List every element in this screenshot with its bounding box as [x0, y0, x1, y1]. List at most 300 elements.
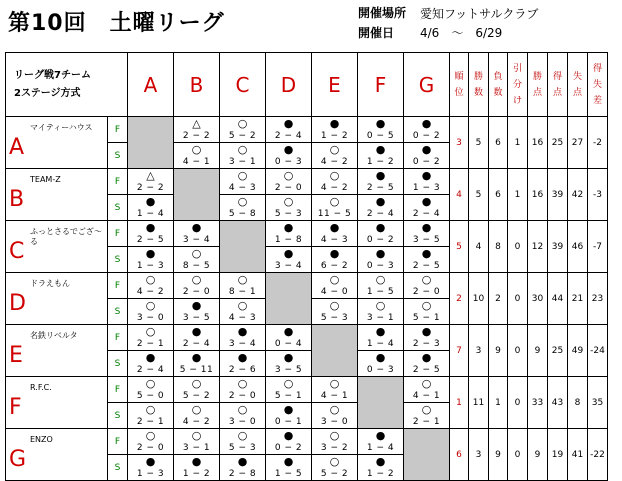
match-score: 4 − 2 — [182, 417, 211, 427]
match-score: 1 − 5 — [366, 287, 395, 297]
match-score: 3 − 4 — [228, 339, 257, 349]
match-score: 1 − 2 — [366, 157, 395, 167]
team-letter: D — [9, 291, 26, 316]
match-result-cell — [404, 299, 450, 325]
stat-goal-diff: -22 — [588, 429, 608, 481]
stat-wins: 10 — [469, 273, 489, 325]
stage-label: F — [108, 169, 128, 195]
win-circle-icon: ○ — [329, 429, 340, 442]
match-score: 2 − 2 — [136, 183, 165, 193]
match-result-cell — [312, 429, 358, 455]
match-result-cell — [220, 299, 266, 325]
team-cell — [6, 325, 108, 377]
match-score: 4 − 3 — [228, 313, 257, 323]
match-score: 5 − 2 — [228, 131, 257, 141]
stat-wins: 11 — [469, 377, 489, 429]
match-result-cell — [404, 273, 450, 299]
match-score: 3 − 5 — [182, 313, 211, 323]
stage-label: S — [108, 247, 128, 273]
match-result-cell — [358, 325, 404, 351]
stat-rank: 6 — [450, 429, 469, 481]
match-result-cell — [358, 455, 404, 481]
match-score: 4 − 1 — [182, 157, 211, 167]
team-name: ENZO — [30, 435, 53, 444]
stat-rank: 1 — [450, 377, 469, 429]
loss-dot-icon: ● — [329, 221, 340, 234]
win-circle-icon: ○ — [145, 273, 156, 286]
win-circle-icon: ○ — [329, 169, 340, 182]
stage-label: S — [108, 143, 128, 169]
match-score: 3 − 0 — [228, 417, 257, 427]
stage-label: F — [108, 429, 128, 455]
match-score: 5 − 3 — [274, 209, 303, 219]
match-score: 2 − 2 — [182, 131, 211, 141]
win-circle-icon: ○ — [237, 403, 248, 416]
match-score: 2 − 4 — [412, 209, 441, 219]
column-header: C — [220, 53, 266, 117]
match-result-cell — [266, 247, 312, 273]
loss-dot-icon: ● — [421, 325, 432, 338]
match-result-cell — [266, 351, 312, 377]
match-score: 2 − 1 — [136, 417, 165, 427]
league-format: リーグ戦7チーム 2ステージ方式 — [6, 53, 128, 117]
match-score: 5 − 8 — [228, 209, 257, 219]
self-match-cell — [404, 429, 450, 481]
match-score: 1 − 4 — [366, 339, 395, 349]
stat-header-goals-against: 失 点 — [568, 53, 588, 117]
match-score: 1 − 5 — [274, 469, 303, 479]
win-circle-icon: ○ — [283, 195, 294, 208]
win-circle-icon: ○ — [329, 455, 340, 468]
team-row-f-f — [6, 377, 608, 403]
date-label: 開催日 — [358, 26, 395, 40]
match-result-cell — [358, 143, 404, 169]
stat-goal-diff: -2 — [588, 117, 608, 169]
match-result-cell — [128, 273, 174, 299]
match-score: 4 − 1 — [320, 391, 349, 401]
match-score: 3 − 1 — [366, 313, 395, 323]
match-result-cell — [404, 351, 450, 377]
stage-label: S — [108, 195, 128, 221]
match-result-cell — [404, 377, 450, 403]
match-score: 5 − 1 — [412, 313, 441, 323]
loss-dot-icon: ● — [283, 117, 294, 130]
loss-dot-icon: ● — [283, 143, 294, 156]
loss-dot-icon: ● — [237, 351, 248, 364]
match-result-cell — [128, 429, 174, 455]
match-score: 5 − 11 — [179, 365, 214, 375]
match-result-cell — [358, 247, 404, 273]
match-score: 0 − 4 — [274, 339, 303, 349]
loss-dot-icon: ● — [375, 169, 386, 182]
column-header: G — [404, 53, 450, 117]
column-header: E — [312, 53, 358, 117]
match-result-cell — [174, 351, 220, 377]
team-row-d-f — [6, 273, 608, 299]
stat-wins: 4 — [469, 221, 489, 273]
win-circle-icon: ○ — [145, 299, 156, 312]
match-result-cell — [266, 455, 312, 481]
win-circle-icon: ○ — [329, 377, 340, 390]
match-result-cell — [312, 377, 358, 403]
match-score: 5 − 2 — [320, 469, 349, 479]
loss-dot-icon: ● — [375, 325, 386, 338]
match-result-cell — [266, 429, 312, 455]
column-header: A — [128, 53, 174, 117]
match-score: 1 − 3 — [136, 261, 165, 271]
column-header: D — [266, 53, 312, 117]
match-result-cell — [174, 325, 220, 351]
win-circle-icon: ○ — [191, 247, 202, 260]
win-circle-icon: ○ — [283, 169, 294, 182]
draw-triangle-icon: △ — [146, 169, 155, 182]
match-score: 0 − 5 — [366, 131, 395, 141]
match-score: 4 − 3 — [228, 183, 257, 193]
stat-goals-for: 19 — [548, 429, 568, 481]
self-match-cell — [174, 169, 220, 221]
win-circle-icon: ○ — [421, 403, 432, 416]
stat-goals-against: 21 — [568, 273, 588, 325]
league-table — [5, 52, 608, 481]
match-score: 2 − 4 — [136, 365, 165, 375]
win-circle-icon: ○ — [191, 377, 202, 390]
loss-dot-icon: ● — [283, 247, 294, 260]
win-circle-icon: ○ — [145, 429, 156, 442]
loss-dot-icon: ● — [375, 429, 386, 442]
match-result-cell — [220, 429, 266, 455]
loss-dot-icon: ● — [421, 117, 432, 130]
match-result-cell — [128, 351, 174, 377]
match-score: 3 − 1 — [228, 157, 257, 167]
match-score: 2 − 1 — [412, 417, 441, 427]
match-result-cell — [220, 117, 266, 143]
win-circle-icon: ○ — [375, 273, 386, 286]
match-score: 3 − 4 — [182, 235, 211, 245]
venue-name: 愛知フットサルクラブ — [420, 7, 539, 21]
stat-rank: 7 — [450, 325, 469, 377]
page-title: 第10回 土曜リーグ — [8, 11, 225, 36]
match-score: 2 − 8 — [228, 469, 257, 479]
match-result-cell — [174, 377, 220, 403]
team-name: マイティーハウス — [30, 123, 93, 132]
loss-dot-icon: ● — [191, 221, 202, 234]
match-score: 1 − 3 — [136, 469, 165, 479]
stat-goals-for: 39 — [548, 169, 568, 221]
team-letter: B — [9, 187, 25, 212]
match-score: 4 − 2 — [320, 183, 349, 193]
match-score: 4 − 2 — [136, 287, 165, 297]
stat-draws: 0 — [508, 377, 528, 429]
match-result-cell — [266, 169, 312, 195]
match-result-cell — [358, 221, 404, 247]
stat-goals-for: 25 — [548, 117, 568, 169]
match-score: 2 − 3 — [412, 339, 441, 349]
match-score: 1 − 4 — [136, 209, 165, 219]
match-result-cell — [312, 195, 358, 221]
match-result-cell — [404, 117, 450, 143]
match-score: 0 − 3 — [366, 365, 395, 375]
stat-goals-against: 27 — [568, 117, 588, 169]
match-result-cell — [358, 117, 404, 143]
win-circle-icon: ○ — [191, 429, 202, 442]
match-result-cell — [174, 299, 220, 325]
match-result-cell — [312, 455, 358, 481]
team-row-g-f — [6, 429, 608, 455]
match-result-cell — [128, 169, 174, 195]
match-score: 3 − 2 — [320, 443, 349, 453]
win-circle-icon: ○ — [329, 299, 340, 312]
stat-goals-against: 8 — [568, 377, 588, 429]
loss-dot-icon: ● — [283, 403, 294, 416]
loss-dot-icon: ● — [237, 455, 248, 468]
win-circle-icon: ○ — [421, 299, 432, 312]
stat-goal-diff: 35 — [588, 377, 608, 429]
stat-goal-diff: -3 — [588, 169, 608, 221]
match-result-cell — [266, 143, 312, 169]
loss-dot-icon: ● — [145, 247, 156, 260]
stat-draws: 0 — [508, 325, 528, 377]
stage-label: S — [108, 351, 128, 377]
match-result-cell — [220, 143, 266, 169]
loss-dot-icon: ● — [421, 195, 432, 208]
stat-header-draws: 引 分 け — [508, 53, 528, 117]
match-score: 5 − 3 — [320, 313, 349, 323]
match-result-cell — [128, 325, 174, 351]
stat-wins: 5 — [469, 117, 489, 169]
match-score: 1 − 2 — [366, 469, 395, 479]
match-score: 3 − 0 — [136, 313, 165, 323]
match-result-cell — [404, 325, 450, 351]
stat-points: 33 — [528, 377, 548, 429]
loss-dot-icon: ● — [375, 143, 386, 156]
match-result-cell — [266, 195, 312, 221]
loss-dot-icon: ● — [283, 351, 294, 364]
match-score: 6 − 2 — [320, 261, 349, 271]
match-score: 0 − 2 — [274, 443, 303, 453]
match-result-cell — [358, 351, 404, 377]
win-circle-icon: ○ — [145, 403, 156, 416]
match-score: 1 − 2 — [320, 131, 349, 141]
match-score: 0 − 1 — [274, 417, 303, 427]
loss-dot-icon: ● — [191, 351, 202, 364]
win-circle-icon: ○ — [237, 429, 248, 442]
match-result-cell — [220, 195, 266, 221]
stat-draws: 1 — [508, 117, 528, 169]
match-result-cell — [174, 247, 220, 273]
match-score: 2 − 4 — [366, 209, 395, 219]
match-score: 5 − 1 — [274, 391, 303, 401]
draw-triangle-icon: △ — [192, 117, 201, 130]
stat-rank: 2 — [450, 273, 469, 325]
stage-label: S — [108, 455, 128, 481]
match-score: 2 − 5 — [412, 365, 441, 375]
win-circle-icon: ○ — [237, 299, 248, 312]
stat-header-rank: 順 位 — [450, 53, 469, 117]
loss-dot-icon: ● — [145, 351, 156, 364]
team-cell — [6, 221, 108, 273]
match-score: 0 − 2 — [412, 157, 441, 167]
stat-goals-against: 42 — [568, 169, 588, 221]
loss-dot-icon: ● — [283, 455, 294, 468]
win-circle-icon: ○ — [191, 403, 202, 416]
team-cell — [6, 377, 108, 429]
loss-dot-icon: ● — [375, 455, 386, 468]
stage-label: F — [108, 221, 128, 247]
stat-losses: 9 — [489, 325, 508, 377]
match-score: 8 − 5 — [182, 261, 211, 271]
match-score: 2 − 6 — [228, 365, 257, 375]
match-result-cell — [128, 221, 174, 247]
stat-goals-for: 44 — [548, 273, 568, 325]
match-score: 3 − 0 — [320, 417, 349, 427]
stat-wins: 3 — [469, 429, 489, 481]
column-header: F — [358, 53, 404, 117]
win-circle-icon: ○ — [329, 143, 340, 156]
match-result-cell — [312, 299, 358, 325]
match-result-cell — [404, 221, 450, 247]
team-name: 名鉄リベルタ — [30, 331, 78, 340]
match-result-cell — [358, 299, 404, 325]
team-cell — [6, 117, 108, 169]
win-circle-icon: ○ — [237, 377, 248, 390]
team-row-a-f — [6, 117, 608, 143]
match-score: 0 − 2 — [412, 131, 441, 141]
loss-dot-icon: ● — [145, 221, 156, 234]
match-result-cell — [128, 455, 174, 481]
loss-dot-icon: ● — [375, 221, 386, 234]
loss-dot-icon: ● — [283, 429, 294, 442]
match-result-cell — [266, 325, 312, 351]
match-score: 0 − 3 — [274, 157, 303, 167]
stat-rank: 3 — [450, 117, 469, 169]
team-letter: C — [9, 239, 25, 264]
stage-label: S — [108, 299, 128, 325]
match-score: 2 − 0 — [182, 287, 211, 297]
match-result-cell — [312, 117, 358, 143]
win-circle-icon: ○ — [329, 273, 340, 286]
match-score: 5 − 0 — [136, 391, 165, 401]
self-match-cell — [358, 377, 404, 429]
match-result-cell — [174, 429, 220, 455]
team-letter: G — [9, 447, 27, 472]
match-result-cell — [128, 377, 174, 403]
match-result-cell — [358, 429, 404, 455]
match-result-cell — [220, 169, 266, 195]
stat-points: 16 — [528, 169, 548, 221]
loss-dot-icon: ● — [375, 247, 386, 260]
stage-label: F — [108, 273, 128, 299]
match-result-cell — [312, 169, 358, 195]
win-circle-icon: ○ — [237, 169, 248, 182]
match-score: 2 − 0 — [228, 391, 257, 401]
stat-goals-against: 49 — [568, 325, 588, 377]
win-circle-icon: ○ — [237, 195, 248, 208]
match-result-cell — [220, 377, 266, 403]
loss-dot-icon: ● — [329, 247, 340, 260]
stat-goals-for: 25 — [548, 325, 568, 377]
win-circle-icon: ○ — [283, 377, 294, 390]
match-score: 4 − 1 — [412, 391, 441, 401]
win-circle-icon: ○ — [329, 403, 340, 416]
stat-draws: 1 — [508, 169, 528, 221]
stat-points: 16 — [528, 117, 548, 169]
match-result-cell — [266, 403, 312, 429]
stat-wins: 5 — [469, 169, 489, 221]
loss-dot-icon: ● — [145, 195, 156, 208]
team-name: R.F.C. — [30, 383, 52, 392]
loss-dot-icon: ● — [283, 325, 294, 338]
loss-dot-icon: ● — [191, 325, 202, 338]
stat-points: 30 — [528, 273, 548, 325]
win-circle-icon: ○ — [191, 273, 202, 286]
match-result-cell — [128, 195, 174, 221]
loss-dot-icon: ● — [421, 247, 432, 260]
stat-wins: 3 — [469, 325, 489, 377]
team-row-c-f — [6, 221, 608, 247]
stat-points: 9 — [528, 325, 548, 377]
stage-label: F — [108, 377, 128, 403]
loss-dot-icon: ● — [421, 169, 432, 182]
match-result-cell — [174, 143, 220, 169]
match-score: 2 − 0 — [274, 183, 303, 193]
match-result-cell — [404, 143, 450, 169]
stat-points: 9 — [528, 429, 548, 481]
venue-label: 開催場所 — [358, 6, 407, 20]
loss-dot-icon: ● — [191, 455, 202, 468]
match-result-cell — [266, 377, 312, 403]
team-name: ドラえもん — [30, 279, 70, 288]
stage-label: F — [108, 117, 128, 143]
loss-dot-icon: ● — [421, 143, 432, 156]
self-match-cell — [266, 273, 312, 325]
team-name: ふっとさるでござ～る — [30, 227, 102, 246]
match-result-cell — [404, 195, 450, 221]
match-score: 8 − 1 — [228, 287, 257, 297]
match-score: 2 − 4 — [182, 339, 211, 349]
stat-losses: 9 — [489, 429, 508, 481]
team-letter: F — [9, 395, 22, 420]
match-result-cell — [404, 403, 450, 429]
match-result-cell — [358, 169, 404, 195]
match-result-cell — [312, 247, 358, 273]
match-result-cell — [128, 299, 174, 325]
win-circle-icon: ○ — [375, 299, 386, 312]
match-result-cell — [174, 221, 220, 247]
win-circle-icon: ○ — [145, 377, 156, 390]
match-result-cell — [358, 195, 404, 221]
win-circle-icon: ○ — [421, 273, 432, 286]
match-score: 2 − 1 — [136, 339, 165, 349]
loss-dot-icon: ● — [329, 117, 340, 130]
match-result-cell — [220, 351, 266, 377]
stat-losses: 6 — [489, 117, 508, 169]
team-cell — [6, 169, 108, 221]
stat-draws: 0 — [508, 221, 528, 273]
header-row — [6, 53, 608, 117]
loss-dot-icon: ● — [237, 325, 248, 338]
match-score: 2 − 0 — [412, 287, 441, 297]
win-circle-icon: ○ — [237, 117, 248, 130]
stat-goal-diff: -24 — [588, 325, 608, 377]
column-header: B — [174, 53, 220, 117]
match-score: 1 − 3 — [412, 183, 441, 193]
self-match-cell — [128, 117, 174, 169]
match-result-cell — [220, 273, 266, 299]
match-score: 5 − 2 — [182, 391, 211, 401]
stat-rank: 5 — [450, 221, 469, 273]
match-score: 0 − 2 — [366, 235, 395, 245]
team-cell — [6, 273, 108, 325]
